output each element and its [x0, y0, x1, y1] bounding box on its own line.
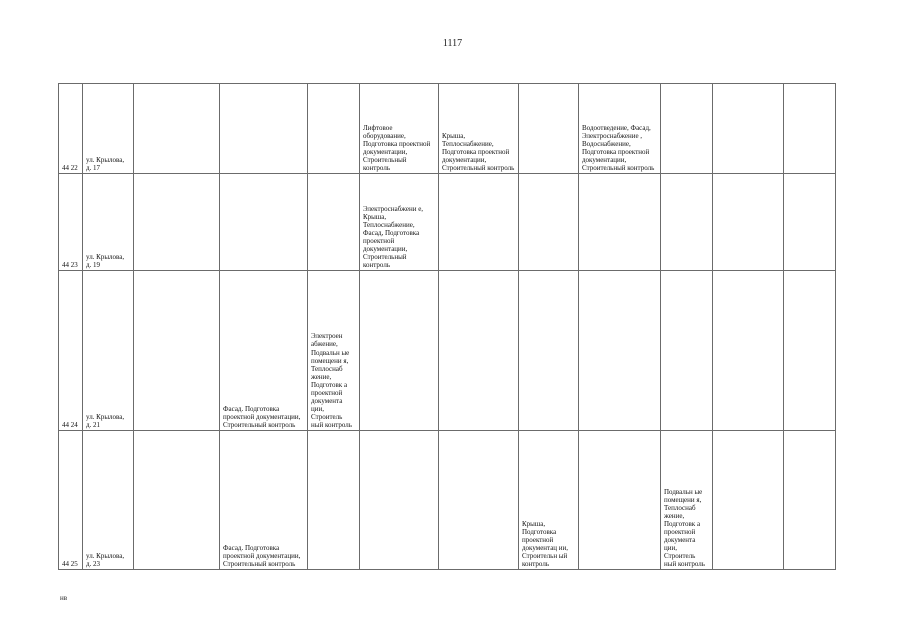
table-cell: [220, 174, 308, 271]
table-cell: [439, 271, 519, 431]
table-cell: Лифтовое оборудование, Подготовка проектной документации, Строительный контроль: [360, 84, 439, 174]
table-row: [59, 84, 836, 174]
table-row: [59, 271, 836, 431]
table-cell: Фасад. Подготовка проектной документации, Строительный контроль: [220, 431, 308, 570]
table-cell: [134, 431, 220, 570]
repair-schedule-table: [58, 83, 836, 570]
table-cell: [519, 84, 579, 174]
table-cell: Подвальн ые помещени я, Теплоснаб жение, Подготовк а проектной документа ции, Строитель ный контроль: [661, 431, 713, 570]
table-cell: Электроен абжение, Подвальн ые помещени я, Теплоснаб жение, Подготовк а проектной документа ции, Строитель ный контроль: [308, 271, 360, 431]
footer-mark: нв: [60, 594, 68, 602]
table-cell: [308, 431, 360, 570]
address-cell: ул. Крылова, д. 19: [83, 174, 134, 271]
table-cell: Крыша, Подготовка проектной документац ии, Строительн ый контроль: [519, 431, 579, 570]
table-cell: [220, 84, 308, 174]
table-cell: [579, 174, 661, 271]
address-cell: ул. Крылова, д. 21: [83, 271, 134, 431]
page-number: 1117: [442, 38, 463, 49]
table-cell: [439, 431, 519, 570]
row-number: 44 22: [59, 84, 83, 174]
table-cell: [134, 84, 220, 174]
table-cell: [713, 271, 784, 431]
table-cell: Электроснабжени е, Крыша, Теплоснабжение, Фасад, Подготовка проектной документации, Строительный контроль: [360, 174, 439, 271]
table-cell: [784, 271, 836, 431]
table-cell: [360, 431, 439, 570]
table-cell: [579, 431, 661, 570]
table-cell: Водоотведение, Фасад, Электроснабжение , Водоснабжение, Подготовка проектной документации, Строительный контроль: [579, 84, 661, 174]
table-cell: [519, 174, 579, 271]
table-row: [59, 431, 836, 570]
table-cell: [439, 174, 519, 271]
table-cell: [713, 84, 784, 174]
table-cell: [360, 271, 439, 431]
row-number: 44 23: [59, 174, 83, 271]
table-cell: Крыша, Теплоснабжение, Подготовка проектной документации, Строительный контроль: [439, 84, 519, 174]
row-number: 44 25: [59, 431, 83, 570]
table-cell: [661, 271, 713, 431]
table-cell: [713, 431, 784, 570]
table-cell: [519, 271, 579, 431]
row-number: 44 24: [59, 271, 83, 431]
table-cell: [579, 271, 661, 431]
table-cell: [784, 431, 836, 570]
address-cell: ул. Крылова, д. 23: [83, 431, 134, 570]
table-cell: [713, 174, 784, 271]
table-cell: [784, 174, 836, 271]
address-cell: ул. Крылова, д. 17: [83, 84, 134, 174]
table-cell: [134, 174, 220, 271]
table-cell: [661, 84, 713, 174]
table-cell: [308, 84, 360, 174]
table-row: [59, 174, 836, 271]
table-cell: Фасад. Подготовка проектной документации, Строительный контроль: [220, 271, 308, 431]
table-cell: [308, 174, 360, 271]
table-cell: [784, 84, 836, 174]
table-cell: [661, 174, 713, 271]
table-cell: [134, 271, 220, 431]
